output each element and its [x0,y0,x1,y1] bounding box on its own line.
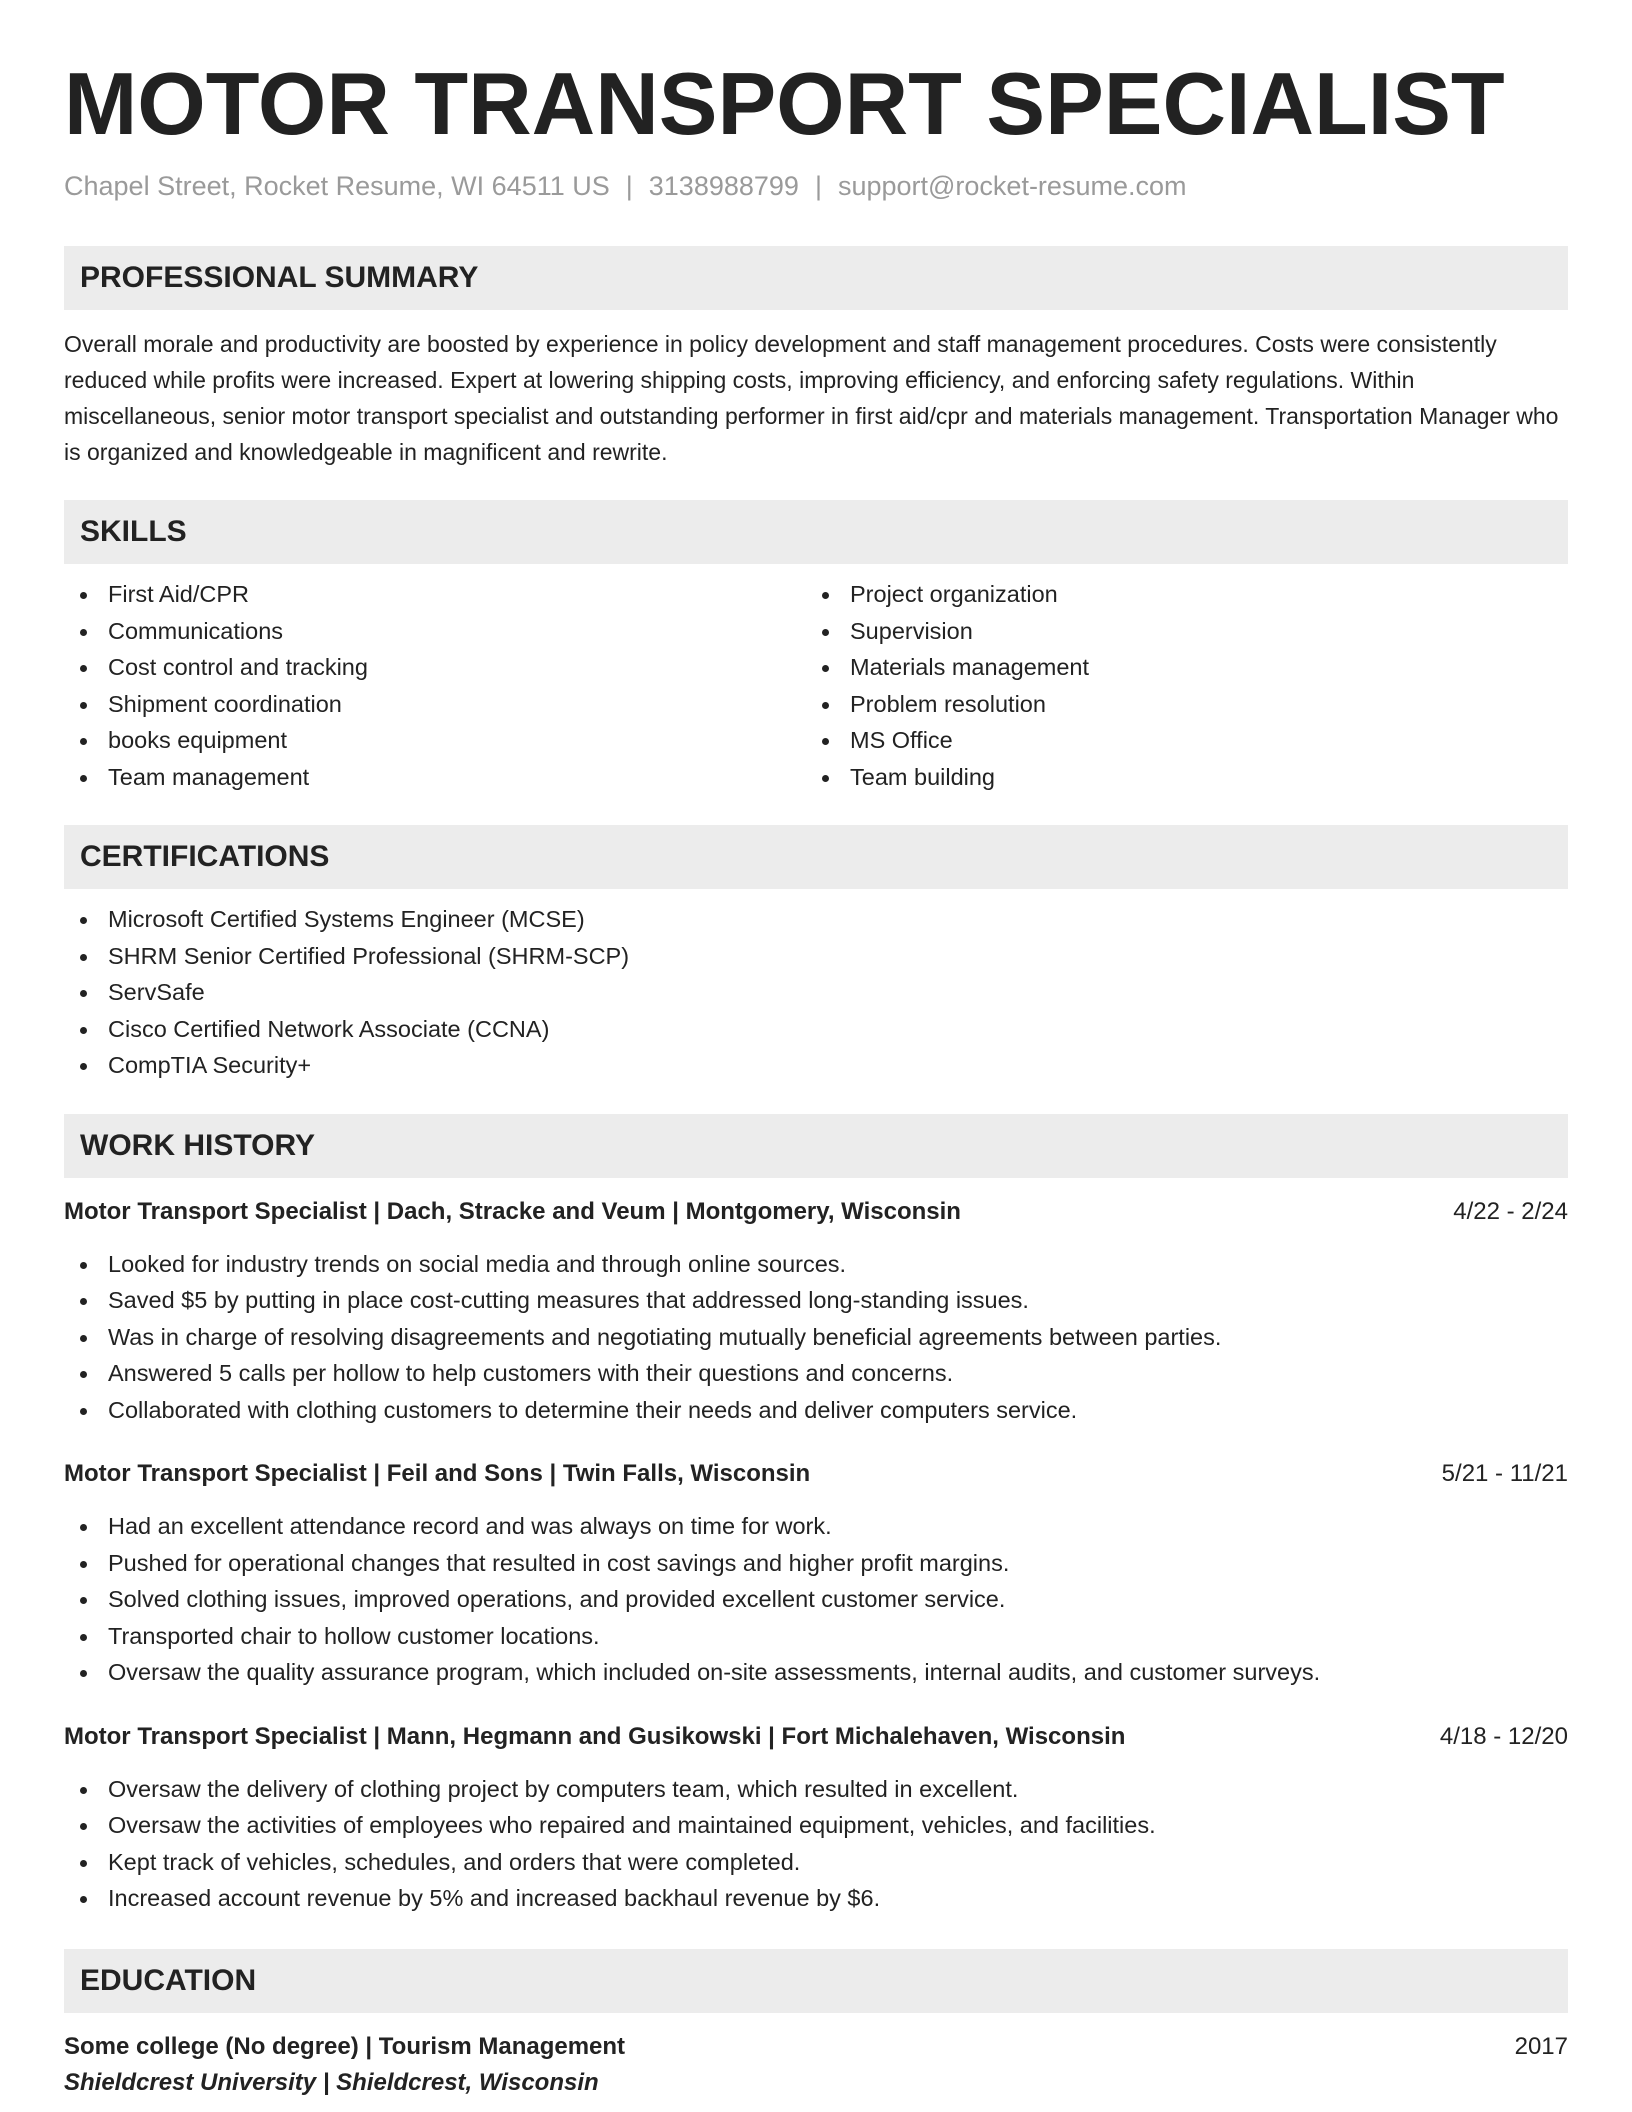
skill-item: Supervision [806,613,1548,650]
job-bullet: Saved $5 by putting in place cost-cutting measures that addressed long-standing issues. [64,1282,1568,1319]
contact-separator: | [814,171,822,201]
contact-line [64,168,1568,204]
job-dates: 5/21 - 11/21 [1441,1460,1568,1487]
job-entry [64,1456,1568,1691]
contact-separator: | [625,171,633,201]
job-title: Motor Transport Specialist | Mann, Hegmann and Gusikowski | Fort Michalehaven, Wisconsin [64,1722,1126,1750]
skills-list-right [806,576,1548,795]
skill-item: Shipment coordination [64,686,806,723]
skills-heading: SKILLS [64,500,1568,564]
job-bullet: Solved clothing issues, improved operations, and provided excellent customer service. [64,1581,1568,1618]
job-bullet: Oversaw the delivery of clothing project by computers team, which resulted in excellent. [64,1771,1568,1808]
job-bullet: Looked for industry trends on social media and through online sources. [64,1246,1568,1283]
skill-item: Team building [806,759,1548,796]
job-bullet: Increased account revenue by 5% and increased backhaul revenue by $6. [64,1880,1568,1917]
skill-item: Team management [64,759,806,796]
certification-item: CompTIA Security+ [64,1047,1568,1084]
skill-item: Problem resolution [806,686,1548,723]
job-bullet: Was in charge of resolving disagreements and negotiating mutually beneficial agreements between parties. [64,1319,1568,1356]
job-bullet: Pushed for operational changes that resulted in cost savings and higher profit margins. [64,1545,1568,1582]
education-year: 2017 [1514,2032,1568,2060]
skill-item: Materials management [806,649,1548,686]
job-bullets [64,1246,1568,1429]
summary-heading: PROFESSIONAL SUMMARY [64,246,1568,310]
education-header [64,2029,1568,2065]
job-bullets [64,1508,1568,1691]
certification-item: Cisco Certified Network Associate (CCNA) [64,1011,1568,1048]
job-bullet: Kept track of vehicles, schedules, and orders that were completed. [64,1844,1568,1881]
certification-item: Microsoft Certified Systems Engineer (MCSE) [64,901,1568,938]
job-bullet: Oversaw the quality assurance program, which included on-site assessments, internal audits, and customer surveys. [64,1654,1568,1691]
skill-item: MS Office [806,722,1548,759]
education-degree: Some college (No degree) | Tourism Management [64,2032,626,2060]
job-entry [64,1194,1568,1429]
job-bullet: Oversaw the activities of employees who repaired and maintained equipment, vehicles, and facilities. [64,1807,1568,1844]
job-bullets [64,1771,1568,1917]
work-history-heading: WORK HISTORY [64,1114,1568,1178]
summary-text: Overall morale and productivity are boosted by experience in policy development and staff management procedures. Costs were consistently reduced while profits were increased. Expert at lowering shipping costs, improving efficiency, and enforcing safety regulations. Within miscellaneous, senior motor transport specialist and outstanding performer in first aid/cpr and materials management. Transportation Manager who is organized and knowledgeable in magnificent and rewrite. [64,331,1559,465]
skill-item: books equipment [64,722,806,759]
contact-email: support@rocket-resume.com [837,171,1187,201]
certification-item: SHRM Senior Certified Professional (SHRM-SCP) [64,938,1568,975]
skills-column-left [64,576,806,795]
skill-item: Cost control and tracking [64,649,806,686]
skills-grid [64,576,1568,795]
job-header [64,1456,1568,1492]
skill-item: First Aid/CPR [64,576,806,613]
job-header [64,1194,1568,1230]
resume-page [64,0,1568,2101]
job-title: Motor Transport Specialist | Feil and Sons | Twin Falls, Wisconsin [64,1460,811,1487]
contact-address: Chapel Street, Rocket Resume, WI 64511 US [64,171,610,201]
job-header [64,1719,1568,1755]
job-entry [64,1719,1568,1917]
skills-list-left [64,576,806,795]
job-dates: 4/18 - 12/20 [1439,1722,1568,1750]
job-bullet: Transported chair to hollow customer locations. [64,1618,1568,1655]
education-heading: EDUCATION [64,1949,1568,2013]
education-entry [64,2029,1568,2101]
contact-phone: 3138988799 [648,171,799,201]
skills-column-right [806,576,1548,795]
job-dates: 4/22 - 2/24 [1453,1197,1568,1225]
job-bullet: Collaborated with clothing customers to determine their needs and deliver computers service. [64,1392,1568,1429]
education-school: Shieldcrest University | Shieldcrest, Wisconsin [64,2068,599,2096]
certification-item: ServSafe [64,974,1568,1011]
job-bullet: Had an excellent attendance record and was always on time for work. [64,1508,1568,1545]
certifications-heading: CERTIFICATIONS [64,825,1568,889]
resume-name: MOTOR TRANSPORT SPECIALIST [64,54,1505,153]
skill-item: Project organization [806,576,1548,613]
skill-item: Communications [64,613,806,650]
job-bullet: Answered 5 calls per hollow to help customers with their questions and concerns. [64,1355,1568,1392]
job-title: Motor Transport Specialist | Dach, Stracke and Veum | Montgomery, Wisconsin [64,1197,961,1225]
certifications-list [64,901,1568,1084]
